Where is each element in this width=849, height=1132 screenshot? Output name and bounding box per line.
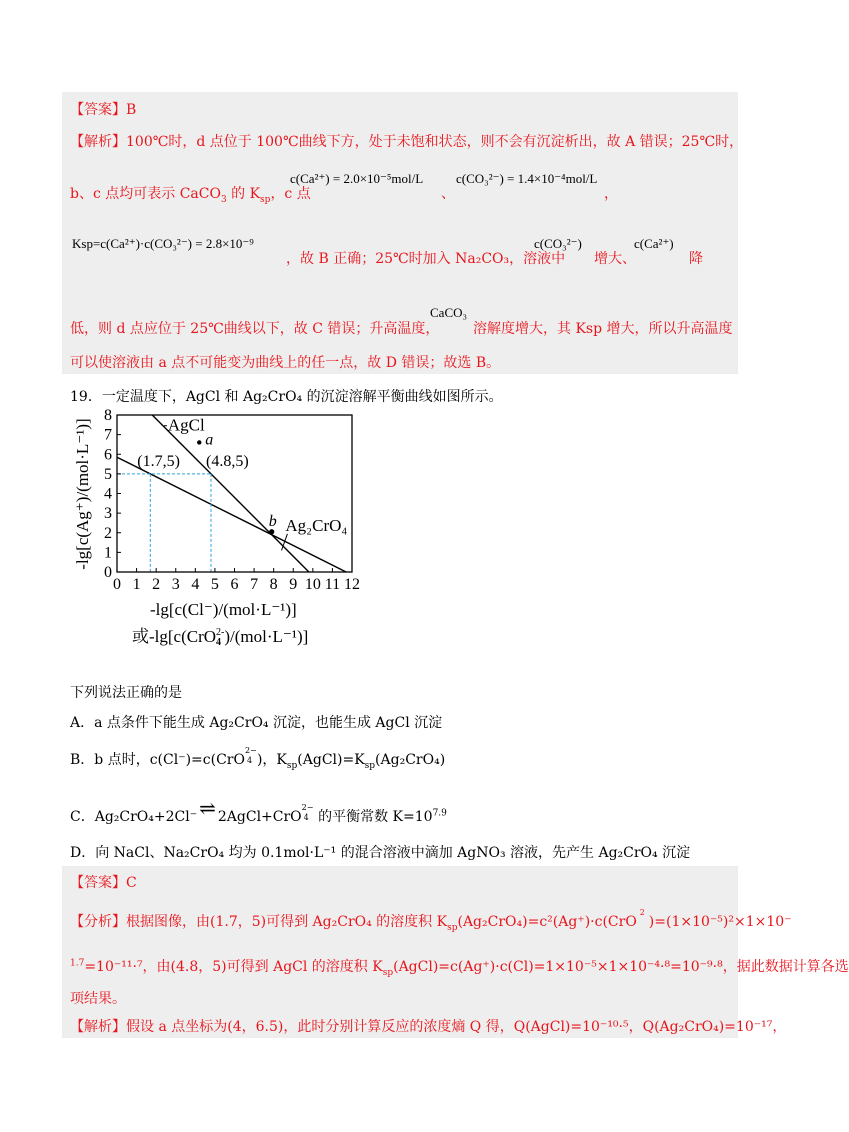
formula-caco3: CaCO₃ — [430, 305, 468, 320]
y-axis-label: -lg[c(Ag⁺)/(mol·L⁻¹)] — [73, 418, 92, 570]
x-tick-label: 6 — [230, 576, 239, 593]
xlabel2-sup: 2- — [216, 627, 225, 639]
x-tick-label: 10 — [304, 576, 321, 593]
answer-value: B — [126, 102, 137, 118]
formula-co3-b: c(CO₃²⁻) — [534, 236, 582, 251]
xlabel2-sub: 4 — [216, 637, 222, 649]
question-stem: 19．一定温度下，AgCl 和 Ag₂CrO₄ 的沉淀溶解平衡曲线如图所示。 — [70, 389, 503, 405]
formula-ca-b: c(Ca²⁺) — [634, 236, 674, 251]
xlabel2-pre: 或-lg[c(CrO — [132, 627, 217, 646]
point-b-label: b — [268, 512, 277, 530]
question-prompt: 下列说法正确的是 — [70, 685, 182, 701]
answer2-label: 【答案】 — [70, 875, 126, 891]
line2-prefix: b、c 点均可表示 CaCO — [70, 186, 221, 202]
analysis2-line-2 — [70, 956, 849, 976]
formula-sep: 、 — [441, 186, 455, 202]
option-a: A．a 点条件下能生成 Ag₂CrO₄ 沉淀，也能生成 AgCl 沉淀 — [70, 715, 443, 731]
answer2-value: C — [126, 875, 137, 891]
x-tick-label: 5 — [210, 576, 219, 593]
x-tick-label: 2 — [152, 576, 161, 593]
option-c-start: C．Ag₂CrO₄+2Cl⁻ — [70, 809, 198, 825]
option-b-ksp-2: sp — [364, 760, 376, 771]
x-tick-label: 11 — [324, 576, 341, 593]
xlabel2-post: )/(mol·L⁻¹)] — [224, 627, 309, 646]
point-b-marker — [269, 529, 274, 534]
explain-line-1 — [70, 1016, 786, 1036]
x-tick-label: 4 — [191, 576, 200, 593]
option-b-end2: (AgCl)=K — [297, 752, 365, 768]
y-tick-label: 3 — [104, 505, 112, 523]
x-axis-label-2 — [132, 622, 308, 648]
analysis-line-2 — [70, 183, 311, 203]
line3-end: 降 — [689, 251, 703, 267]
option-b-end3: (Ag₂CrO₄) — [375, 752, 446, 768]
formula-co3-conc: c(CO₃²⁻) = 1.4×10⁻⁴mol/L — [456, 171, 598, 186]
line3-increase: 增大、 — [594, 251, 636, 267]
x-axis-label: -lg[c(Cl⁻)/(mol·L⁻¹)] — [150, 600, 297, 619]
option-b-sub: 4 — [246, 756, 253, 765]
analysis-line-4a: 低，则 d 点应位于 25℃曲线以下，故 C 错误；升高温度， — [70, 321, 440, 337]
analysis2-line-3: 项结果。 — [70, 991, 126, 1007]
x-tick-label: 9 — [289, 576, 298, 593]
y-tick-label: 2 — [104, 524, 112, 542]
y-tick-label: 1 — [104, 544, 112, 562]
analysis2-label: 【分析】 — [70, 914, 126, 930]
point-a-label: a — [205, 431, 214, 449]
series-label-ag2cro4: Ag₂CrO₄ — [285, 515, 348, 535]
y-tick-label: 5 — [104, 465, 112, 483]
analysis2-a1: 根据图像，由(1.7，5)可得到 Ag₂CrO₄ 的溶度积 K — [126, 914, 448, 930]
y-tick-label: 6 — [104, 446, 112, 464]
analysis2-a2: =10⁻¹¹·⁷，由(4.8，5)可得到 AgCl 的溶度积 K — [84, 959, 383, 975]
plot-frame — [117, 415, 352, 572]
x-tick-label: 12 — [344, 576, 360, 593]
line2-sub: 3 — [220, 194, 227, 205]
analysis2-a2b: (AgCl)=c(Ag⁺)·c(Cl)=1×10⁻⁵×1×10⁻⁴·⁸=10⁻⁹·⁸，据此数据计算各选 — [393, 959, 849, 975]
option-c — [70, 796, 447, 826]
x-tick-label: 1 — [132, 576, 141, 593]
answer2-line — [70, 872, 137, 892]
option-c-end: 的平衡常数 K=10 — [313, 809, 433, 825]
analysis-line-5: 可以使溶液由 a 点不可能变为曲线上的任一点，故 D 错误；故选 B。 — [70, 355, 501, 371]
y-tick-label: 4 — [104, 485, 112, 503]
y-tick-label: 7 — [104, 426, 112, 444]
option-b — [70, 746, 446, 771]
answer-line-1 — [70, 99, 136, 119]
formula-ca-conc: c(Ca²⁺) = 2.0×10⁻⁵mol/L — [290, 171, 424, 186]
analysis2-a1b: (Ag₂CrO₄)=c²(Ag⁺)·c(CrO — [457, 914, 637, 930]
analysis2-a1-sup: 2 — [639, 908, 645, 917]
equilibrium-arrow-icon: ⇌ — [199, 796, 216, 820]
line2-ksub: sp — [260, 194, 271, 205]
analysis2-a2-exp: 1.7 — [70, 958, 85, 969]
x-tick-label: 3 — [171, 576, 180, 593]
option-b-end: )，K — [256, 752, 287, 768]
series-line-ag2cro4 — [117, 457, 346, 572]
answer-block-2 — [62, 866, 738, 1038]
analysis-line-4b: 溶解度增大，其 Ksp 增大，所以升高温度 — [473, 321, 733, 337]
option-c-sup: 2− — [301, 803, 314, 812]
option-c-exp: 7.9 — [432, 808, 447, 819]
analysis-label: 【解析】 — [70, 134, 126, 150]
y-tick-label: 0 — [104, 564, 112, 581]
y-tick-label: 8 — [104, 407, 112, 424]
analysis2-a2-sub: sp — [382, 967, 394, 978]
analysis2-line-1 — [70, 908, 792, 933]
explain-label: 【解析】 — [70, 1019, 126, 1035]
explain-text: 假设 a 点坐标为(4，6.5)，此时分别计算反应的浓度熵 Q 得，Q(AgCl)=10⁻¹⁰·⁵，Q(Ag₂CrO₄)=10⁻¹⁷， — [126, 1019, 787, 1035]
option-b-start: B．b 点时，c(Cl⁻)=c(CrO — [70, 752, 245, 768]
x-tick-label: 7 — [250, 576, 259, 593]
option-d: D．向 NaCl、Na₂CrO₄ 均为 0.1mol·L⁻¹ 的混合溶液中滴加 AgNO₃ 溶液，先产生 Ag₂CrO₄ 沉淀 — [70, 845, 691, 861]
annotation-point-2: (4.8,5) — [206, 452, 249, 470]
analysis-text-1: 100℃时，d 点位于 100℃曲线下方，处于未饱和状态，则不会有沉淀析出，故 A 错误；25℃时， — [126, 134, 744, 150]
x-tick-label: 8 — [269, 576, 278, 593]
line2-end: ，c 点 — [270, 186, 311, 202]
chart-ticks — [104, 407, 360, 593]
analysis-line-3: ，故 B 正确；25℃时加入 Na₂CO₃，溶液中 — [286, 251, 566, 267]
option-b-sup: 2− — [244, 746, 257, 755]
option-b-ksp: sp — [286, 760, 298, 771]
formula-comma: ， — [604, 186, 618, 202]
analysis2-a1-sub: sp — [447, 922, 458, 933]
option-c-mid: 2AgCl+CrO — [217, 809, 302, 825]
series-label-agcl: AgCl — [167, 415, 205, 435]
chart-lines — [117, 415, 346, 572]
x-tick-label: 0 — [113, 576, 121, 593]
analysis-line-1 — [70, 131, 743, 151]
line2-mid: 的 K — [226, 186, 261, 202]
annotation-point-1: (1.7,5) — [137, 452, 180, 470]
series-line-agcl — [152, 415, 309, 572]
answer-label: 【答案】 — [70, 102, 126, 118]
point-a-marker — [197, 440, 201, 444]
option-c-sub: 4 — [303, 813, 309, 822]
chart-axes — [117, 415, 352, 572]
analysis2-a1c: )=(1×10⁻⁵)²×1×10⁻ — [648, 914, 792, 930]
formula-ksp: Ksp=c(Ca²⁺)·c(CO₃²⁻) = 2.8×10⁻⁹ — [72, 236, 254, 251]
